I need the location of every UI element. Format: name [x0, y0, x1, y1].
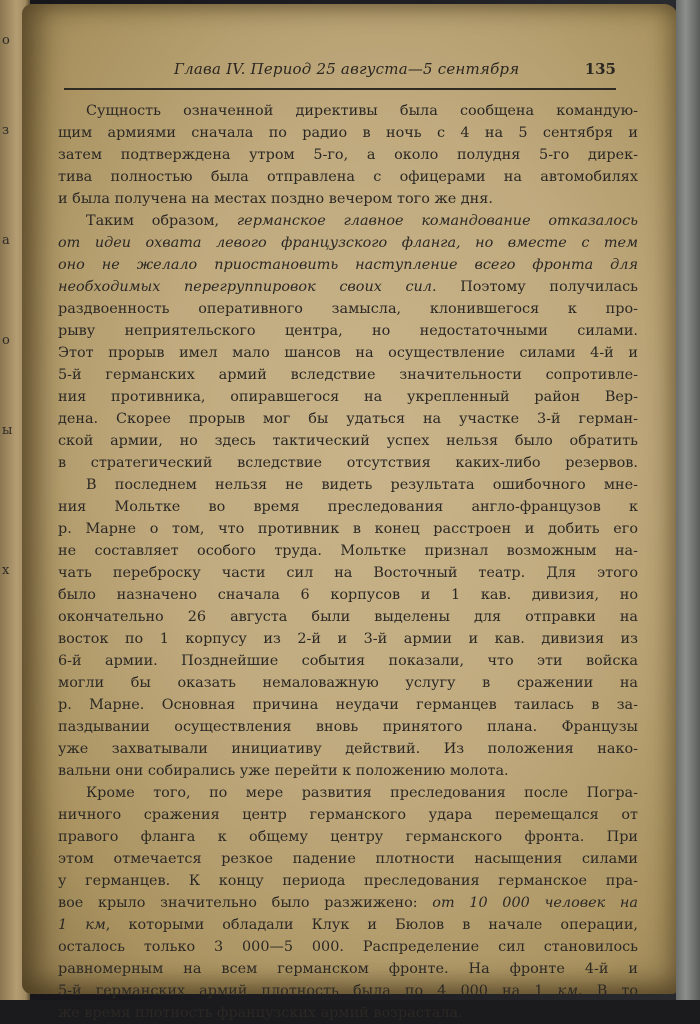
text-line: [58, 518, 638, 540]
text-line: [58, 936, 638, 958]
text-segment: раздвоенность оперативного замысла, клонившегося к про-: [58, 301, 638, 317]
text-segment: дена. Скорее прорыв мог бы удаться на участке 3-й герман-: [58, 411, 638, 427]
text-line: [58, 584, 638, 606]
text-segment: Поэтому получилась: [436, 279, 638, 295]
text-segment: 5-й германских армий вследствие значительности сопротивле-: [58, 367, 638, 383]
italic-text: км: [557, 983, 579, 999]
text-line: [58, 738, 638, 760]
text-line: [58, 650, 638, 672]
text-segment: Сущность означенной директивы была сообщена командую-: [86, 103, 638, 119]
text-line: [58, 804, 638, 826]
page-number: 135: [584, 60, 616, 78]
italic-text: от идеи охвата левого французского фланга, но вместе с тем: [58, 235, 638, 251]
text-segment: Таким образом,: [86, 213, 237, 229]
book-edge: [676, 0, 700, 1000]
text-segment: рыву неприятельского центра, но недостаточными силами.: [58, 323, 638, 339]
text-line: [58, 386, 638, 408]
text-line: [58, 474, 638, 496]
text-segment: тива полностью была отправлена с офицерами на автомобилях: [58, 169, 638, 185]
text-line: [58, 716, 638, 738]
text-segment: же время плотность французских армий возрастала.: [58, 1005, 463, 1021]
text-segment: щим армиями сначала по радио в ночь с 4 на 5 сентября и: [58, 125, 638, 141]
page-header: [64, 60, 616, 90]
left-page-text-fragment: о: [2, 333, 10, 348]
text-line: [58, 540, 638, 562]
italic-text: германское главное командование отказалось: [236, 213, 638, 229]
text-segment: не составляет особого труда. Мольтке признал возможным на-: [58, 543, 638, 559]
text-segment: было назначено сначала 6 корпусов и 1 кав. дивизия, но: [58, 587, 638, 603]
italic-text: 1 км: [58, 917, 106, 933]
text-line: [58, 562, 638, 584]
text-line: [58, 628, 638, 650]
left-page-text-fragment: а: [2, 233, 10, 248]
text-segment: паздывании осуществления вновь принятого плана. Французы: [58, 719, 638, 735]
text-line: [58, 760, 638, 782]
text-segment: правого фланга к общему центру германского фронта. При: [58, 829, 638, 845]
text-segment: р. Марне. Основная причина неудачи германцев таилась в за-: [58, 697, 638, 713]
text-segment: Кроме того, по мере развития преследования после Погра-: [86, 785, 638, 801]
text-line: [58, 606, 638, 628]
text-line: [58, 100, 638, 122]
text-line: [58, 210, 638, 232]
text-line: [58, 342, 638, 364]
text-line: [58, 1002, 638, 1024]
text-segment: уже захватывали инициативу действий. Из положения нако-: [58, 741, 638, 757]
italic-text: от 10 000 человек на: [432, 895, 638, 911]
text-segment: . В то: [578, 983, 638, 999]
italic-text: необходимых перегруппировок своих сил.: [58, 279, 437, 295]
text-line: [58, 298, 638, 320]
text-line: [58, 320, 638, 342]
text-segment: ской армии, но здесь тактический успех нельзя было обратить: [58, 433, 638, 449]
book-page: [22, 4, 678, 1021]
text-line: [58, 452, 638, 474]
text-line: [58, 980, 638, 1002]
text-line: [58, 408, 638, 430]
text-line: [58, 276, 638, 298]
text-line: [58, 188, 638, 210]
text-segment: окончательно 26 августа были выделены для отправки на: [58, 609, 638, 625]
text-line: [58, 254, 638, 276]
text-segment: чать переброску части сил на Восточный театр. Для этого: [58, 565, 638, 581]
text-segment: р. Марне о том, что противник в конец расстроен и добить его: [58, 521, 638, 537]
italic-text: оно не желало приостановить наступление всего фронта для: [58, 257, 638, 273]
text-line: [58, 914, 638, 936]
text-line: [58, 958, 638, 980]
text-line: [58, 848, 638, 870]
text-segment: вое крыло значительно было разжижено:: [58, 895, 433, 911]
text-line: [58, 672, 638, 694]
text-line: [58, 232, 638, 254]
text-line: [58, 364, 638, 386]
text-line: [58, 144, 638, 166]
text-segment: равномерным на всем германском фронте. На фронте 4-й и: [58, 961, 638, 977]
text-segment: этом отмечается резкое падение плотности насыщения силами: [58, 851, 638, 867]
text-line: [58, 870, 638, 892]
text-segment: затем подтверждена утром 5-го, а около полудня 5-го дирек-: [58, 147, 638, 163]
text-segment: ния Мольтке во время преследования англо-французов к: [58, 499, 638, 515]
text-segment: в стратегический вследствие отсутствия каких-либо резервов.: [58, 455, 638, 471]
text-line: [58, 892, 638, 914]
body-text: [58, 100, 638, 1024]
left-page-text-fragment: х: [2, 563, 10, 578]
text-segment: 6-й армии. Позднейшие события показали, что эти войска: [58, 653, 638, 669]
text-line: [58, 496, 638, 518]
text-segment: осталось только 3 000—5 000. Распределение сил становилось: [58, 939, 638, 955]
text-line: [58, 694, 638, 716]
left-page-text-fragment: о: [2, 33, 10, 48]
left-page-text-fragment: з: [2, 123, 10, 138]
text-segment: у германцев. К концу периода преследования германское пра-: [58, 873, 638, 889]
text-line: [58, 826, 638, 848]
text-line: [58, 122, 638, 144]
text-line: [58, 430, 638, 452]
text-segment: , которыми обладали Клук и Бюлов в начале операции,: [105, 917, 638, 933]
text-segment: 5-й германских армий плотность была по 4 000 на 1: [58, 983, 558, 999]
text-segment: вальни они собирались уже перейти к положению молота.: [58, 763, 509, 779]
text-line: [58, 166, 638, 188]
text-segment: могли бы оказать немаловажную услугу в сражении на: [58, 675, 638, 691]
text-segment: и была получена на местах поздно вечером того же дня.: [58, 191, 493, 207]
text-line: [58, 782, 638, 804]
left-page-text-fragment: ы: [2, 423, 13, 438]
text-segment: восток по 1 корпусу из 2-й и 3-й армии и кав. дивизия из: [58, 631, 638, 647]
text-segment: ничного сражения центр германского удара перемещался от: [58, 807, 638, 823]
text-segment: ния противника, опиравшегося на укрепленный район Вер-: [58, 389, 638, 405]
text-segment: В последнем нельзя не видеть результата ошибочного мне-: [86, 477, 638, 493]
running-head: Глава IV. Период 25 августа—5 сентября: [174, 60, 520, 78]
text-segment: Этот прорыв имел мало шансов на осуществление силами 4-й и: [58, 345, 638, 361]
